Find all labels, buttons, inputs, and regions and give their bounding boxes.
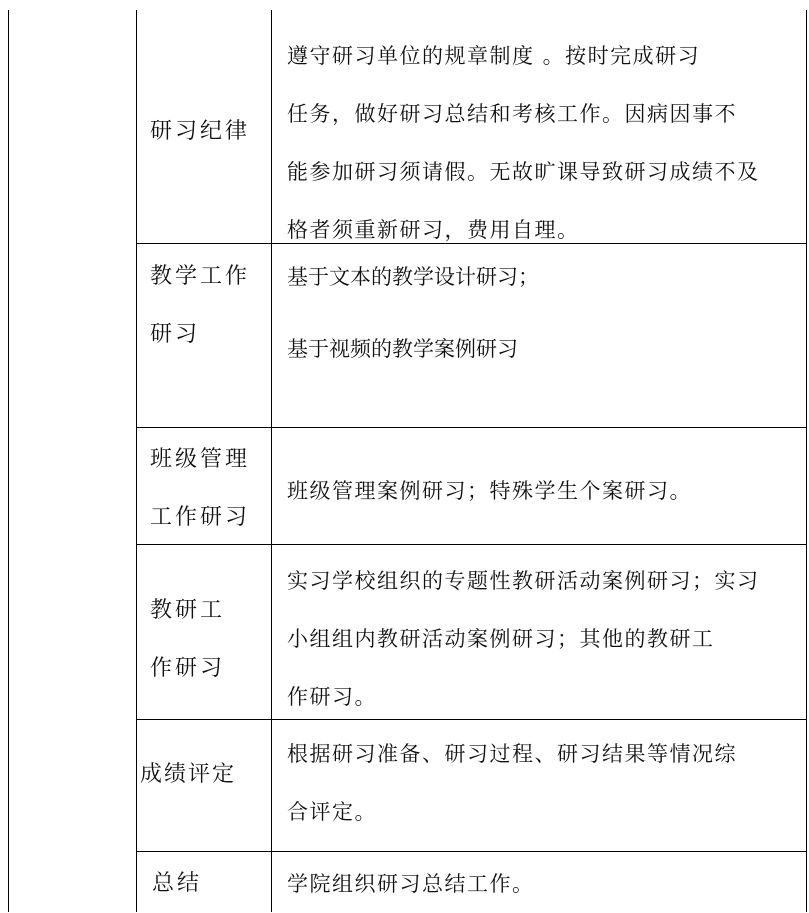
row-label-research: 教研工 作研习 (150, 598, 226, 681)
row-content-summary: 学院组织研习总结工作。 (287, 872, 535, 896)
column-divider-1 (136, 10, 137, 912)
row-label-summary: 总结 (152, 871, 203, 896)
table-left-border (8, 10, 9, 912)
column-divider-2 (271, 10, 272, 912)
row-content-discipline: 遵守研习单位的规章制度 。按时完成研习 任务，做好研习总结和考核工作。因病因事不 能参加研习须请假。无故旷课导致研习成绩不及 格者须重新研习，费用自理。 (287, 44, 760, 242)
row-divider-2 (136, 427, 807, 428)
row-content-teaching: 基于文本的教学设计研习； 基于视频的教学案例研习 (287, 265, 539, 361)
row-label-class-management: 班级管理 工作研习 (150, 447, 251, 530)
row-content-research: 实习学校组织的专题性教研活动案例研习；实习 小组组内教研活动案例研习；其他的教研工 作研习。 (287, 569, 760, 709)
table-right-border (806, 10, 807, 912)
row-content-grading: 根据研习准备、研习过程、研习结果等情况综 合评定。 (287, 742, 737, 824)
row-label-discipline: 研习纪律 (150, 119, 251, 144)
row-label-grading: 成绩评定 (140, 762, 237, 787)
row-divider-5 (136, 851, 807, 852)
row-content-class-management: 班级管理案例研习；特殊学生个案研习。 (287, 479, 692, 503)
row-label-teaching: 教学工作 研习 (150, 264, 251, 347)
